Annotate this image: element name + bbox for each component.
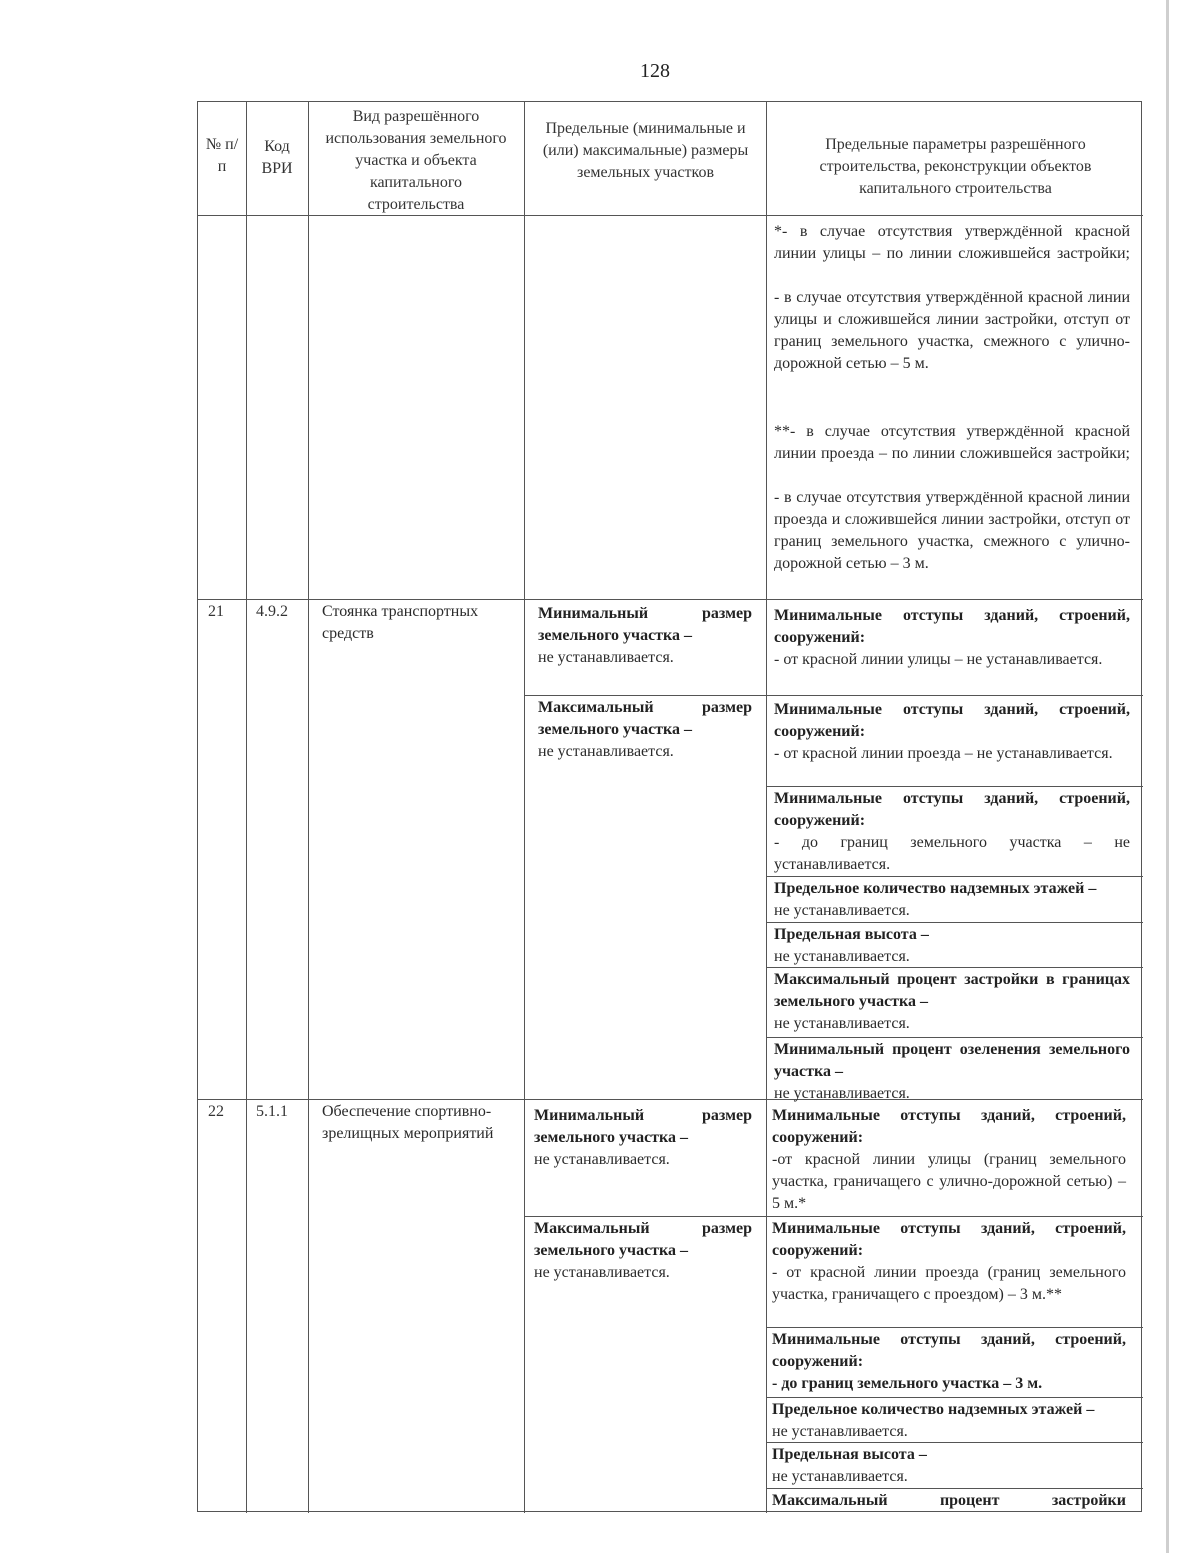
param-cell	[772, 1444, 1126, 1488]
min-size-value: не устанавливается.	[538, 649, 674, 666]
param-cell	[772, 1329, 1126, 1395]
row-divider	[766, 1397, 1143, 1398]
row-use-type: Обеспечение спортивно-зрелищных мероприятий	[322, 1103, 494, 1142]
row-divider	[766, 876, 1143, 877]
continuation-note-1: *- в случае отсутствия утверждённой красной линии улицы – по линии сложившейся застройки;	[774, 223, 1130, 262]
param-label: Минимальный процент озеленения земельного участка –	[774, 1041, 1130, 1080]
row-divider	[766, 786, 1143, 787]
row-divider	[524, 1216, 1143, 1217]
header-col-num: № п/п	[205, 136, 239, 175]
param-cell	[774, 699, 1130, 765]
scan-edge	[1166, 0, 1169, 1553]
row-divider	[766, 922, 1143, 923]
param-value: - от красной линии проезда – не устанавливается.	[774, 745, 1113, 762]
col-divider	[308, 102, 309, 1513]
param-cell	[774, 605, 1130, 671]
param-label: Минимальные отступы зданий, строений, сооружений:	[772, 1331, 1126, 1370]
row-divider	[198, 599, 1143, 600]
continuation-note-4: - в случае отсутствия утверждённой красной линии проезда и сложившейся линии застройки, отступ от границ земельного участка, смежного с улично-дорожной сетью – 3 м.	[774, 489, 1130, 572]
param-label: Предельное количество надземных этажей –	[772, 1401, 1095, 1418]
row-number: 22	[208, 1103, 224, 1120]
param-cell	[774, 878, 1130, 922]
param-cell	[774, 788, 1130, 876]
col-divider	[524, 102, 525, 1513]
header-col-type: Вид разрешённого использования земельного участка и объекта капитального строительства	[325, 108, 507, 213]
param-cell	[772, 1218, 1126, 1306]
param-value: - до границ земельного участка – не устанавливается.	[774, 834, 1130, 873]
param-cell	[772, 1399, 1126, 1443]
param-cell	[774, 924, 1130, 968]
param-label: Предельная высота –	[774, 926, 929, 943]
col-divider	[766, 102, 767, 1513]
param-label: Максимальный процент застройки	[772, 1492, 1126, 1509]
row-code: 5.1.1	[256, 1103, 288, 1120]
param-cell	[774, 1039, 1130, 1105]
param-value: не устанавливается.	[774, 1085, 910, 1102]
param-value: не устанавливается.	[772, 1468, 908, 1485]
param-cell	[774, 969, 1130, 1035]
min-size-value: не устанавливается.	[534, 1151, 670, 1168]
param-value: - до границ земельного участка – 3 м.	[772, 1375, 1043, 1392]
row-divider	[766, 1488, 1143, 1489]
max-size-value: не устанавливается.	[538, 743, 674, 760]
param-label: Предельная высота –	[772, 1446, 927, 1463]
param-value: - от красной линии улицы – не устанавливается.	[774, 651, 1103, 668]
page-number: 128	[640, 60, 670, 82]
param-value: не устанавливается.	[772, 1423, 908, 1440]
param-label: Минимальные отступы зданий, строений, сооружений:	[774, 701, 1130, 740]
row-use-type: Стоянка транспортных средств	[322, 603, 479, 642]
param-label: Предельное количество надземных этажей –	[774, 880, 1097, 897]
param-cell	[772, 1490, 1126, 1512]
param-value: - от красной линии проезда (границ земельного участка, граничащего с проездом) – 3 м.**	[772, 1264, 1126, 1303]
max-size-label: Максимальный размер земельного участка –	[534, 1220, 752, 1259]
max-size-label: Максимальный размер земельного участка –	[538, 699, 752, 738]
param-label: Минимальные отступы зданий, строений, сооружений:	[772, 1220, 1126, 1259]
row-code: 4.9.2	[256, 603, 288, 620]
param-cell	[772, 1105, 1126, 1215]
row-divider	[766, 1327, 1143, 1328]
param-value: -от красной линии улицы (границ земельного участка, граничащего с улично-дорожной сетью) – 5 м.*	[772, 1151, 1126, 1212]
param-label: Минимальные отступы зданий, строений, сооружений:	[774, 790, 1130, 829]
row-divider	[524, 695, 1143, 696]
max-size-cell	[534, 1218, 752, 1284]
col-divider	[246, 102, 247, 1513]
max-size-value: не устанавливается.	[534, 1264, 670, 1281]
regulations-table	[197, 101, 1142, 1512]
max-size-cell	[538, 697, 752, 763]
param-label: Минимальные отступы зданий, строений, сооружений:	[774, 607, 1130, 646]
min-size-label: Минимальный размер земельного участка –	[534, 1107, 752, 1146]
param-value: не устанавливается.	[774, 902, 910, 919]
param-label: Минимальные отступы зданий, строений, сооружений:	[772, 1107, 1126, 1146]
header-col-sizes: Предельные (минимальные и (или) максимальные) размеры земельных участков	[542, 120, 749, 181]
min-size-label: Минимальный размер земельного участка –	[538, 605, 752, 644]
row-divider	[766, 1037, 1143, 1038]
header-col-params: Предельные параметры разрешённого строительства, реконструкции объектов капитального строительства	[819, 136, 1092, 197]
param-label: Максимальный процент застройки в границах земельного участка –	[774, 971, 1130, 1010]
min-size-cell	[538, 603, 752, 669]
param-value: не устанавливается.	[774, 948, 910, 965]
min-size-cell	[534, 1105, 752, 1171]
param-value: не устанавливается.	[774, 1015, 910, 1032]
continuation-note-2: - в случае отсутствия утверждённой красной линии улицы и сложившейся линии застройки, отступ от границ земельного участка, смежного с улично-дорожной сетью – 5 м.	[774, 289, 1130, 372]
row-number: 21	[208, 603, 224, 620]
continuation-note-3: **- в случае отсутствия утверждённой красной линии проезда – по линии сложившейся застройки;	[774, 423, 1130, 462]
header-col-code: Код ВРИ	[261, 138, 293, 177]
